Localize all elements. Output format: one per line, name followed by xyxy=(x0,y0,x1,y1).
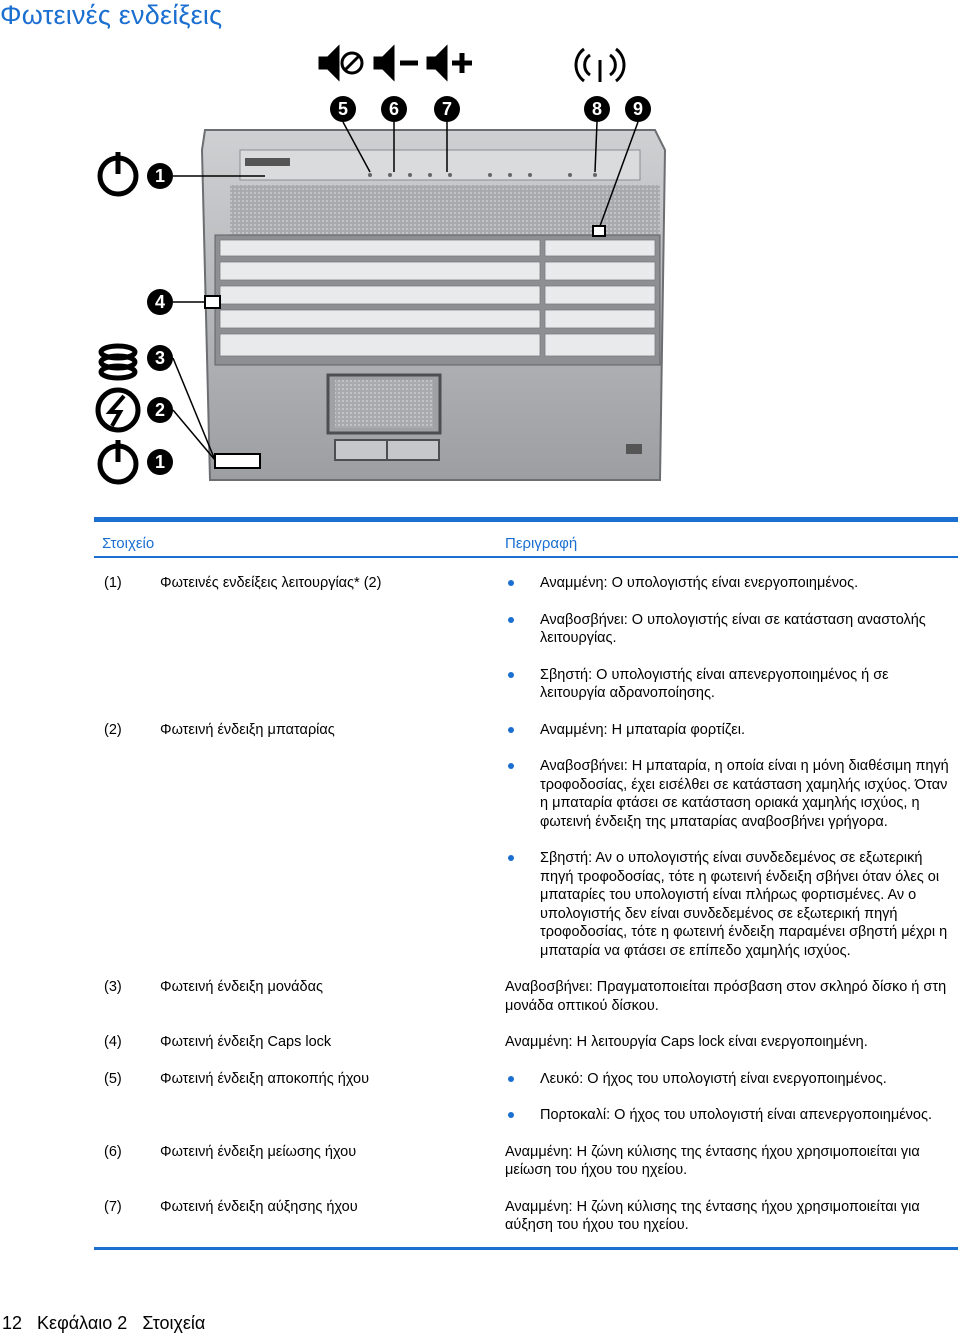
bullet-text: Σβηστή: Αν ο υπολογιστής είναι συνδεδεμένος σε εξωτερική πηγή τροφοδοσίας, τότε η φωτεινή ένδειξη σβήνει όταν όλες οι μπαταρίες του υπολογιστή είναι πλήρως φορτισμένες. Αν ο υπολογιστής δεν είναι συνδεδεμένος σε εξωτερική πηγή τροφοδοσίας, τότε η φωτεινή ένδειξη παραμένει σβηστή μέχρι η μπαταρία να φτάσει σε επίπεδο χαμηλής ισχύος. xyxy=(540,850,948,959)
power-icon xyxy=(100,152,136,194)
callout-9: 9 xyxy=(632,99,644,119)
bullet-item xyxy=(505,721,958,740)
callout-3: 3 xyxy=(154,348,166,368)
laptop-indicator-figure xyxy=(90,40,670,490)
callout-5: 5 xyxy=(337,99,349,119)
callout-4: 4 xyxy=(154,292,166,312)
table-row xyxy=(94,978,958,1015)
page-title: Φωτεινές ενδείξεις xyxy=(0,0,223,30)
callout-6: 6 xyxy=(388,99,400,119)
callout-1-top: 1 xyxy=(154,166,166,186)
bullet-dot xyxy=(508,617,514,623)
row-number: (3) xyxy=(104,979,122,995)
chapter-label: Κεφάλαιο 2 xyxy=(37,1313,128,1333)
row-description: Αναμμένη: Η λειτουργία Caps lock είναι ενεργοποιημένη. xyxy=(505,1034,868,1050)
table-bottom-rule xyxy=(94,1247,958,1250)
bullet-dot xyxy=(508,1076,514,1082)
callout-1-bottom: 1 xyxy=(154,452,166,472)
bullet-text: Πορτοκαλί: Ο ήχος του υπολογιστή είναι απενεργοποιημένος. xyxy=(540,1107,933,1123)
row-bullets xyxy=(505,574,958,703)
callout-8: 8 xyxy=(591,99,603,119)
wireless-icon xyxy=(576,49,624,82)
row-number: (6) xyxy=(104,1143,122,1160)
row-bullets xyxy=(505,1070,958,1125)
volume-up-icon xyxy=(428,48,472,78)
row-description: Αναμμένη: Η ζώνη κύλισης της έντασης ήχου χρησιμοποιείται για μείωση του ήχου του ηχείου. xyxy=(505,1143,920,1178)
row-description: Αναμμένη: Η ζώνη κύλισης της έντασης ήχου χρησιμοποιείται για αύξηση του ήχου του ηχείου. xyxy=(505,1198,920,1233)
page-footer xyxy=(2,1313,215,1334)
row-number: (1) xyxy=(104,575,122,591)
row-number: (7) xyxy=(104,1198,122,1215)
header-description: Περιγραφή xyxy=(505,535,578,552)
row-item-name: Φωτεινές ενδείξεις λειτουργίας* (2) xyxy=(160,575,382,591)
bullet-text: Αναβοσβήνει: Η μπαταρία, η οποία είναι η μόνη διαθέσιμη πηγή τροφοδοσίας, έχει εισέλθει σε κατάσταση χαμηλής ισχύος. Όταν η μπαταρία φτάσει σε κατάσταση οριακά χαμηλής ισχύος, η φωτεινή ένδειξη της μπαταρίας αναβοσβήνει γρήγορα. xyxy=(540,758,949,830)
callout-7: 7 xyxy=(441,99,453,119)
callout-2: 2 xyxy=(154,400,166,420)
row-number: (5) xyxy=(104,1070,122,1087)
table-row xyxy=(94,1143,958,1180)
bullet-dot xyxy=(508,855,514,861)
table-row xyxy=(94,721,958,961)
bullet-item xyxy=(505,1070,958,1089)
table-row xyxy=(94,1070,958,1125)
battery-icon xyxy=(98,390,138,430)
row-item-name: Φωτεινή ένδειξη μονάδας xyxy=(160,979,323,995)
page-number: 12 xyxy=(2,1313,23,1333)
indicator-table xyxy=(94,517,958,1250)
row-item-name: Φωτεινή ένδειξη μείωσης ήχου xyxy=(160,1143,357,1160)
row-item-name: Φωτεινή ένδειξη αποκοπής ήχου xyxy=(160,1070,370,1087)
bullet-item xyxy=(505,666,958,703)
row-item-name: Φωτεινή ένδειξη Caps lock xyxy=(160,1034,332,1050)
row-description: Αναβοσβήνει: Πραγματοποιείται πρόσβαση στον σκληρό δίσκο ή στη μονάδα οπτικού δίσκου. xyxy=(505,979,947,1014)
bullet-item xyxy=(505,611,958,648)
bullet-item xyxy=(505,757,958,831)
row-item-name: Φωτεινή ένδειξη αύξησης ήχου xyxy=(160,1198,358,1215)
row-number: (4) xyxy=(104,1034,122,1050)
bullet-item xyxy=(505,849,958,960)
row-number: (2) xyxy=(104,721,122,738)
row-item-name: Φωτεινή ένδειξη μπαταρίας xyxy=(160,721,335,738)
section-label: Στοιχεία xyxy=(142,1313,206,1333)
table-header xyxy=(94,522,958,558)
bullet-text: Αναμμένη: Ο υπολογιστής είναι ενεργοποιημένος. xyxy=(540,575,859,591)
bullet-text: Αναβοσβήνει: Ο υπολογιστής είναι σε κατάσταση αναστολής λειτουργίας. xyxy=(540,611,926,646)
bullet-dot xyxy=(508,763,514,769)
drive-icon xyxy=(101,346,135,378)
row-bullets xyxy=(505,721,958,961)
bullet-dot xyxy=(508,580,514,586)
power-icon xyxy=(100,440,136,482)
bullet-dot xyxy=(508,672,514,678)
table-row xyxy=(94,574,958,703)
table-row xyxy=(94,1198,958,1235)
bullet-text: Σβηστή: Ο υπολογιστής είναι απενεργοποιημένος ή σε λειτουργία αδρανοποίησης. xyxy=(540,666,889,701)
header-item: Στοιχείο xyxy=(102,535,155,552)
volume-down-icon xyxy=(375,48,418,78)
bullet-text: Λευκό: Ο ήχος του υπολογιστή είναι ενεργοποιημένος. xyxy=(540,1070,887,1087)
table-row xyxy=(94,1033,958,1052)
bullet-dot xyxy=(508,1112,514,1118)
bullet-text: Αναμμένη: Η μπαταρία φορτίζει. xyxy=(540,721,745,738)
bullet-item xyxy=(505,574,958,593)
bullet-dot xyxy=(508,727,514,733)
mute-icon xyxy=(320,48,362,78)
bullet-item xyxy=(505,1106,958,1125)
